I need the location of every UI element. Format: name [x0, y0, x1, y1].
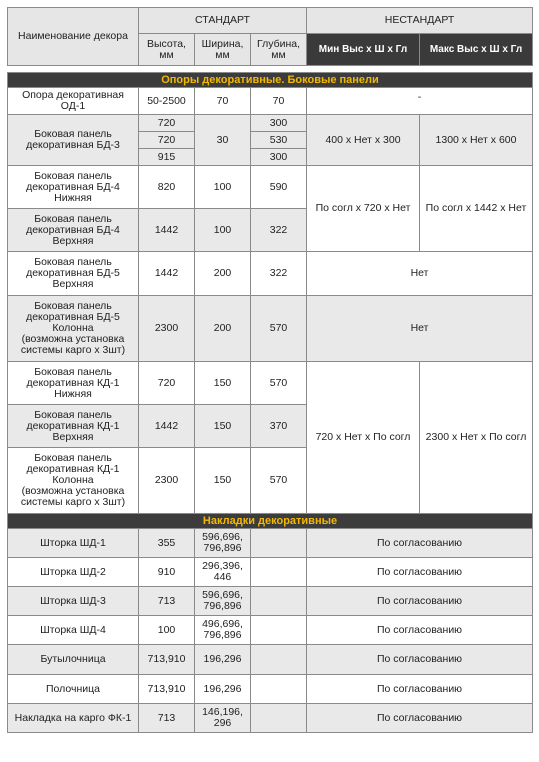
cell-height: 820 — [139, 166, 195, 209]
cell-width: 200 — [195, 296, 251, 362]
row-name-sub: Верхняя — [52, 278, 94, 290]
cell-nonstandard: По согласованию — [307, 645, 533, 675]
cell-height: 713,910 — [139, 645, 195, 675]
cell-nonstandard: - — [307, 88, 533, 115]
cell-width: 196,296 — [195, 675, 251, 704]
cell-depth: 590 — [251, 166, 307, 209]
cell-width: 196,296 — [195, 645, 251, 675]
cell-width: 150 — [195, 448, 251, 514]
header-standard: СТАНДАРТ — [139, 8, 307, 34]
cell-depth: 300 — [251, 115, 307, 132]
cell-depth: 70 — [251, 88, 307, 115]
row-name-sub: Колонна — [52, 474, 94, 486]
row-name: Боковая панель декоративная БД-3 — [8, 115, 139, 166]
header-height: Высота, мм — [139, 34, 195, 66]
cell-width: 30 — [195, 115, 251, 166]
cell-height: 713,910 — [139, 675, 195, 704]
row-name — [8, 209, 139, 252]
row-name-main: Боковая панель декоративная БД-4 — [26, 169, 120, 193]
cell-nonstandard: По согласованию — [307, 675, 533, 704]
header-name: Наименование декора — [8, 8, 139, 66]
row-name: Шторка ШД-4 — [8, 616, 139, 645]
cell-depth: 570 — [251, 362, 307, 405]
cell-height: 713 — [139, 704, 195, 733]
cell-max: 2300 х Нет х По согл — [420, 362, 533, 514]
cell-height: 50-2500 — [139, 88, 195, 115]
decor-table — [7, 7, 533, 733]
cell-nonstandard: По согласованию — [307, 558, 533, 587]
cell-width: 200 — [195, 252, 251, 296]
header-depth: Глубина, мм — [251, 34, 307, 66]
row-name-sub: Колонна — [52, 322, 94, 334]
cell-nonstandard: Нет — [307, 296, 533, 362]
row-name-main: Боковая панель декоративная КД-1 — [26, 408, 120, 432]
cell-height: 1442 — [139, 252, 195, 296]
cell-depth: 370 — [251, 405, 307, 448]
row-name — [8, 448, 139, 514]
row-name — [8, 252, 139, 296]
row-name-sub: Верхняя — [52, 234, 94, 247]
cell-max: 1300 х Нет х 600 — [420, 115, 533, 166]
spacer — [8, 66, 533, 73]
cell-nonstandard: По согласованию — [307, 616, 533, 645]
cell-depth — [251, 558, 307, 587]
row-name — [8, 166, 139, 209]
cell-depth — [251, 529, 307, 558]
row-name-sub: Верхняя — [52, 430, 94, 443]
cell-width: 596,696, 796,896 — [195, 529, 251, 558]
header-max-dims: Макс Выс х Ш х Гл — [420, 34, 533, 66]
row-name — [8, 362, 139, 405]
cell-depth: 570 — [251, 448, 307, 514]
cell-nonstandard: Нет — [307, 252, 533, 296]
cell-nonstandard: По согласованию — [307, 587, 533, 616]
row-name: Опора декоративная ОД-1 — [8, 88, 139, 115]
header-min-dims: Мин Выс х Ш х Гл — [307, 34, 420, 66]
row-name-main: Боковая панель декоративная КД-1 — [26, 452, 120, 475]
cell-depth — [251, 616, 307, 645]
cell-min: По согл х 720 х Нет — [307, 166, 420, 252]
cell-depth: 530 — [251, 132, 307, 149]
cell-height: 1442 — [139, 405, 195, 448]
cell-nonstandard: По согласованию — [307, 529, 533, 558]
cell-height: 713 — [139, 587, 195, 616]
header-nonstandard: НЕСТАНДАРТ — [307, 8, 533, 34]
cell-height: 100 — [139, 616, 195, 645]
row-name — [8, 405, 139, 448]
row-name: Бутылочница — [8, 645, 139, 675]
cell-depth: 322 — [251, 209, 307, 252]
row-name: Шторка ШД-3 — [8, 587, 139, 616]
row-name-main: Боковая панель декоративная БД-4 — [26, 212, 120, 236]
cell-width: 70 — [195, 88, 251, 115]
cell-depth — [251, 587, 307, 616]
cell-height: 720 — [139, 132, 195, 149]
row-name: Накладка на карго ФК-1 — [8, 704, 139, 733]
header-width: Ширина, мм — [195, 34, 251, 66]
cell-height: 2300 — [139, 448, 195, 514]
row-name-main: Боковая панель декоративная КД-1 — [26, 365, 120, 389]
cell-height: 915 — [139, 149, 195, 166]
row-name: Шторка ШД-1 — [8, 529, 139, 558]
cell-nonstandard: По согласованию — [307, 704, 533, 733]
cell-height: 720 — [139, 362, 195, 405]
cell-width: 100 — [195, 209, 251, 252]
cell-depth — [251, 675, 307, 704]
row-name-main: Боковая панель декоративная БД-5 — [26, 256, 120, 279]
row-name-note: (возможна установка системы карго х 3шт) — [20, 333, 126, 356]
cell-width: 496,696, 796,896 — [195, 616, 251, 645]
section-supports: Опоры декоративные. Боковые панели — [8, 73, 533, 88]
cell-width: 100 — [195, 166, 251, 209]
cell-depth: 570 — [251, 296, 307, 362]
row-name-note: (возможна установка системы карго х 3шт) — [20, 485, 126, 508]
row-name: Шторка ШД-2 — [8, 558, 139, 587]
cell-height: 2300 — [139, 296, 195, 362]
section-overlays: Накладки декоративные — [8, 514, 533, 529]
cell-depth: 322 — [251, 252, 307, 296]
row-name-sub: Нижняя — [54, 387, 92, 400]
cell-min: 400 х Нет х 300 — [307, 115, 420, 166]
cell-min: 720 х Нет х По согл — [307, 362, 420, 514]
cell-width: 150 — [195, 362, 251, 405]
cell-width: 596,696, 796,896 — [195, 587, 251, 616]
row-name: Полочница — [8, 675, 139, 704]
cell-height: 910 — [139, 558, 195, 587]
row-name — [8, 296, 139, 362]
cell-height: 720 — [139, 115, 195, 132]
cell-width: 296,396, 446 — [195, 558, 251, 587]
cell-width: 146,196, 296 — [195, 704, 251, 733]
cell-width: 150 — [195, 405, 251, 448]
row-name-sub: Нижняя — [54, 191, 92, 204]
cell-max: По согл х 1442 х Нет — [420, 166, 533, 252]
cell-depth: 300 — [251, 149, 307, 166]
cell-depth — [251, 645, 307, 675]
cell-height: 355 — [139, 529, 195, 558]
cell-height: 1442 — [139, 209, 195, 252]
cell-depth — [251, 704, 307, 733]
row-name-main: Боковая панель декоративная БД-5 — [26, 300, 120, 323]
